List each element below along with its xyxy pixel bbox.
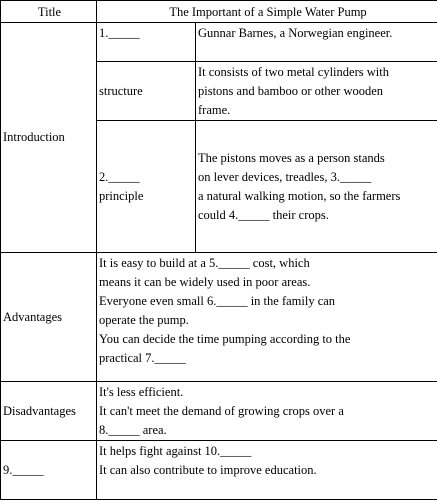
introduction-label: Introduction — [1, 23, 97, 253]
header-row — [1, 1, 437, 23]
intro-content-3 — [196, 121, 437, 253]
intro-3-sub-line-1: 2._____ — [99, 168, 195, 187]
row-9 — [1, 441, 437, 500]
intro-3-line-1: The pistons moves as a person stands — [198, 149, 437, 168]
dis-line-3: 8._____ area. — [99, 421, 437, 440]
intro-3-line-4: could 4._____ their crops. — [198, 206, 437, 225]
intro-row-1 — [1, 23, 437, 62]
advantages-content — [97, 253, 437, 382]
row-9-content — [97, 441, 437, 500]
adv-line-3: Everyone even small 6._____ in the family can — [99, 292, 437, 311]
disadvantages-row — [1, 382, 437, 441]
adv-line-5: You can decide the time pumping according to the — [99, 330, 437, 349]
adv-line-4: operate the pump. — [99, 311, 437, 330]
intro-sub-structure: structure — [97, 62, 196, 121]
adv-line-1: It is easy to build at a 5._____ cost, which — [99, 254, 437, 273]
intro-content-1 — [196, 23, 437, 62]
intro-sub-1: 1._____ — [97, 23, 196, 62]
disadvantages-label: Disadvantages — [1, 382, 97, 441]
header-title-cell: Title — [1, 1, 97, 23]
intro-3-sub-line-2: principle — [99, 187, 195, 206]
intro-content-2 — [196, 62, 437, 121]
intro-3-line-3: a natural walking motion, so the farmers — [198, 187, 437, 206]
intro-2-line-1: It consists of two metal cylinders with — [198, 63, 437, 82]
advantages-label: Advantages — [1, 253, 97, 382]
adv-line-2: means it can be widely used in poor areas. — [99, 273, 437, 292]
intro-2-line-2: pistons and bamboo or other wooden — [198, 82, 437, 101]
advantages-row — [1, 253, 437, 382]
dis-line-1: It's less efficient. — [99, 383, 437, 402]
row9-line-2: It can also contribute to improve education. — [99, 461, 437, 480]
row-9-label: 9._____ — [1, 441, 97, 500]
intro-sub-principle — [97, 121, 196, 253]
intro-3-line-2: on lever devices, treadles, 3._____ — [198, 168, 437, 187]
intro-2-line-3: frame. — [198, 101, 437, 120]
row9-line-1: It helps fight against 10._____ — [99, 442, 437, 461]
dis-line-2: It can't meet the demand of growing crops over a — [99, 402, 437, 421]
header-topic-cell: The Important of a Simple Water Pump — [97, 1, 437, 23]
intro-1-line-1: Gunnar Barnes, a Norwegian engineer. — [198, 24, 437, 43]
adv-line-6: practical 7._____ — [99, 349, 437, 368]
disadvantages-content — [97, 382, 437, 441]
